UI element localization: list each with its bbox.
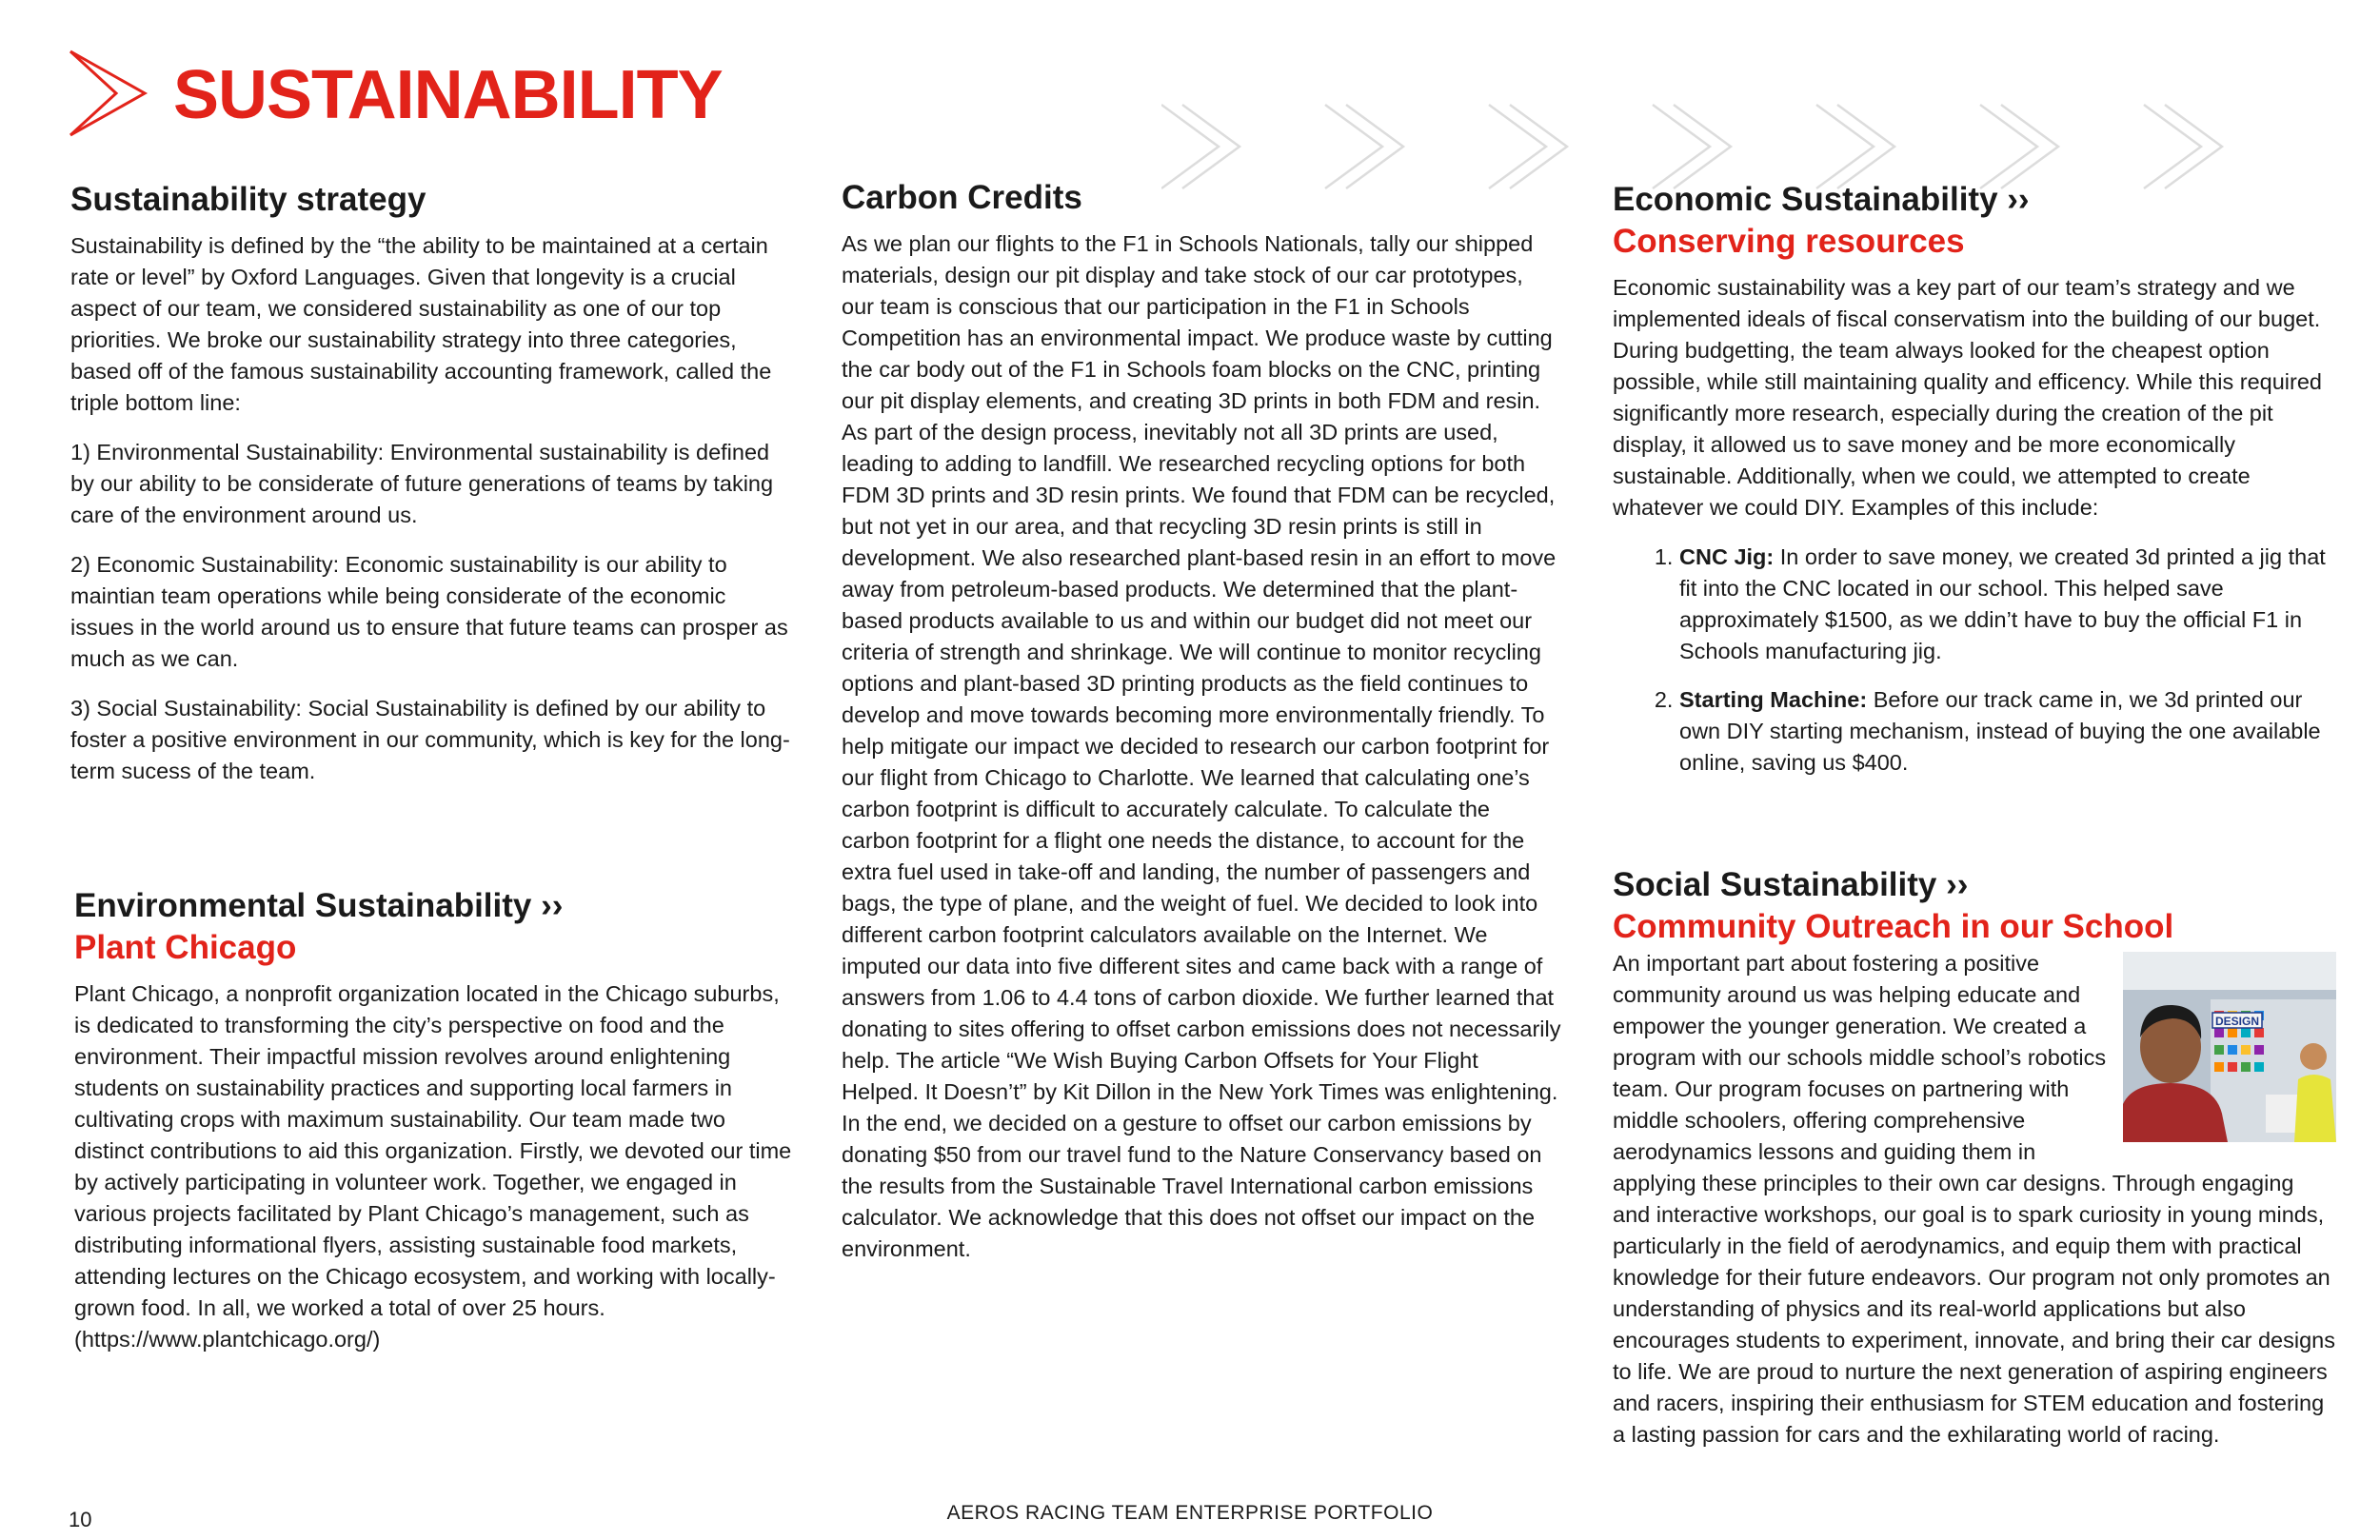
economic-subheading: Conserving resources <box>1613 223 1965 260</box>
strategy-paragraph: Sustainability is defined by the “the ability to be maintained at a certain rate or level” by Oxford Languages. Given that longevity is a crucial aspect of our team, we considered sustainability as one of our top priorities. We broke our sustainability strategy into three categories, based off of the famous sustainability accounting framework, called the triple bottom line: <box>70 233 772 415</box>
environmental-subheading: Plant Chicago <box>74 929 297 966</box>
list-item <box>1679 542 2336 667</box>
social-heading-text: Social Sustainability <box>1613 866 1937 903</box>
page-title: SUSTAINABILITY <box>173 57 723 133</box>
page-number: 10 <box>69 1508 92 1531</box>
strategy-heading: Sustainability strategy <box>70 181 426 218</box>
heading-arrows: ›› <box>2007 181 2030 218</box>
environmental-heading <box>74 885 794 969</box>
economic-heading <box>1613 179 2336 263</box>
list-item-text: In order to save money, we created 3d printed a jig that fit into the CNC located in our school. This helped save approximately $1500, as we ddin’t have to buy the official F1 in Schools manufacturing jig. <box>1679 544 2326 663</box>
column-economic <box>1613 179 2336 796</box>
list-item-label: Starting Machine: <box>1679 687 1868 712</box>
strategy-paragraph: 3) Social Sustainability: Social Sustainability is defined by our ability to foster a positive environment in our community, which is key for the long-term sucess of the team. <box>70 696 790 783</box>
social-heading <box>1613 864 2336 948</box>
heading-arrows: ›› <box>1946 866 1969 903</box>
social-text: An important part about fostering a positive community around us was helping educate and empower the younger generation. We created a program with our schools middle school’s robotics team. Our program focuses on partnering with middle schoolers, offering comprehensive aerodynamics lessons and guiding them in applying these principles to their own car designs. Through engaging and interactive workshops, our goal is to spark curiosity in young minds, particularly in the field of aerodynamics, and equip them with practical knowledge for their future endeavors. Our program not only promotes an understanding of physics and its real-world applications but also encourages students to experiment, innovate, and bring their car designs to life. We are proud to nurture the next generation of aspiring engineers and racers, inspiring their enthusiasm for STEM education and fostering a lasting passion for cars and the exhilarating world of racing. <box>1613 951 2335 1447</box>
economic-examples-list <box>1613 542 2336 779</box>
photo-sign-text: DESIGN <box>2214 1015 2260 1028</box>
column-carbon-credits <box>842 177 1561 1283</box>
column-environmental <box>74 885 794 1373</box>
strategy-paragraph: 1) Environmental Sustainability: Environmental sustainability is defined by our ability to be considerate of future generations of teams by taking care of the environment around us. <box>70 440 774 527</box>
page-header <box>67 49 2332 137</box>
economic-heading-text: Economic Sustainability <box>1613 181 1998 218</box>
chevron-logo-icon <box>67 49 150 137</box>
list-item-text: Before our track came in, we 3d printed our own DIY starting mechanism, instead of buying the one available online, saving us $400. <box>1679 687 2321 775</box>
environmental-heading-text: Environmental Sustainability <box>74 887 532 924</box>
strategy-paragraph: 2) Economic Sustainability: Economic sustainability is our ability to maintian team operations while being considerate of the economic issues in the world around us to ensure that future teams can prosper as much as we can. <box>70 552 788 671</box>
footer-title: AEROS RACING TEAM ENTERPRISE PORTFOLIO <box>946 1502 1434 1524</box>
list-item <box>1679 684 2336 779</box>
economic-text: Economic sustainability was a key part of our team’s strategy and we implemented ideals of fiscal conservatism into the building of our buget. During budgetting, the team always looked for the cheapest option possible, while still maintaining quality and efficency. While this required significantly more research, especially during the creation of the pit display, it allowed us to save money and be more economically sustainable. Additionally, when we could, we attempted to create whatever we could DIY. Examples of this include: <box>1613 275 2322 520</box>
column-social <box>1613 864 2336 1469</box>
carbon-heading: Carbon Credits <box>842 179 1082 216</box>
social-subheading: Community Outreach in our School <box>1613 908 2174 945</box>
heading-arrows: ›› <box>541 887 564 924</box>
list-item-label: CNC Jig: <box>1679 544 1775 569</box>
carbon-text: As we plan our flights to the F1 in Schools Nationals, tally our shipped materials, design our pit display and take stock of our car prototypes, our team is conscious that our participation in the F1 in Schools Competition has an environmental impact. We produce waste by cutting the car body out of the F1 in Schools foam blocks on the CNC, printing our pit display elements, and creating 3D prints in both FDM and resin. As part of the design process, inevitably not all 3D prints are used, leading to adding to landfill. We researched recycling options for both FDM 3D prints and 3D resin prints. We found that FDM can be recycled, but not yet in our area, and that recycling 3D resin prints is still in development. We also researched plant-based resin in an effort to move away from petroleum-based products. We determined that the plant-based products available to us and within our budget did not meet our criteria of strength and shrinkage. We will continue to monitor recycling options and plant-based 3D printing products as the field continues to develop and move towards becoming more environmentally friendly. To help mitigate our impact we decided to research our carbon footprint for our flight from Chicago to Charlotte. We learned that calculating one’s carbon footprint is difficult to accurately calculate. To calculate the carbon footprint for a flight one needs the distance, to account for the extra fuel used in take-off and landing, the number of passengers and bags, the type of plane, and the weight of fuel. We decided to look into different carbon footprint calculators available on the Internet. We imputed our data into five different sites and came back with a range of answers from 1.06 to 4.4 tons of carbon dioxide. We further learned that donating to sites offering to offset carbon emissions does not necessarily help. The article “We Wish Buying Carbon Offsets for Your Flight Helped. It Doesn’t” by Kit Dillon in the New York Times was enlightening. In the end, we decided on a gesture to offset our carbon emissions by donating $50 from our travel fund to the Nature Conservancy based on the results from the Sustainable Travel International carbon emissions calculator. We acknowledge that this does not offset our impact on the environment. <box>842 231 1561 1261</box>
column-strategy <box>70 179 790 805</box>
environmental-text: Plant Chicago, a nonprofit organization located in the Chicago suburbs, is dedicated to transforming the city’s perspective on food and the environment. Their impactful mission revolves around enlightening students on sustainability practices and supporting local farmers in cultivating crops with maximum sustainability. Our team made two distinct contributions to aid this organization. Firstly, we devoted our time by actively participating in volunteer work. Together, we engaged in various projects facilitated by Plant Chicago’s management, such as distributing informational flyers, assisting sustainable food markets, attending lectures on the Chicago ecosystem, and working with locally-grown food. In all, we worked a total of over 25 hours. (https://www.plantchicago.org/) <box>74 981 792 1352</box>
outreach-photo <box>2123 952 2336 1142</box>
